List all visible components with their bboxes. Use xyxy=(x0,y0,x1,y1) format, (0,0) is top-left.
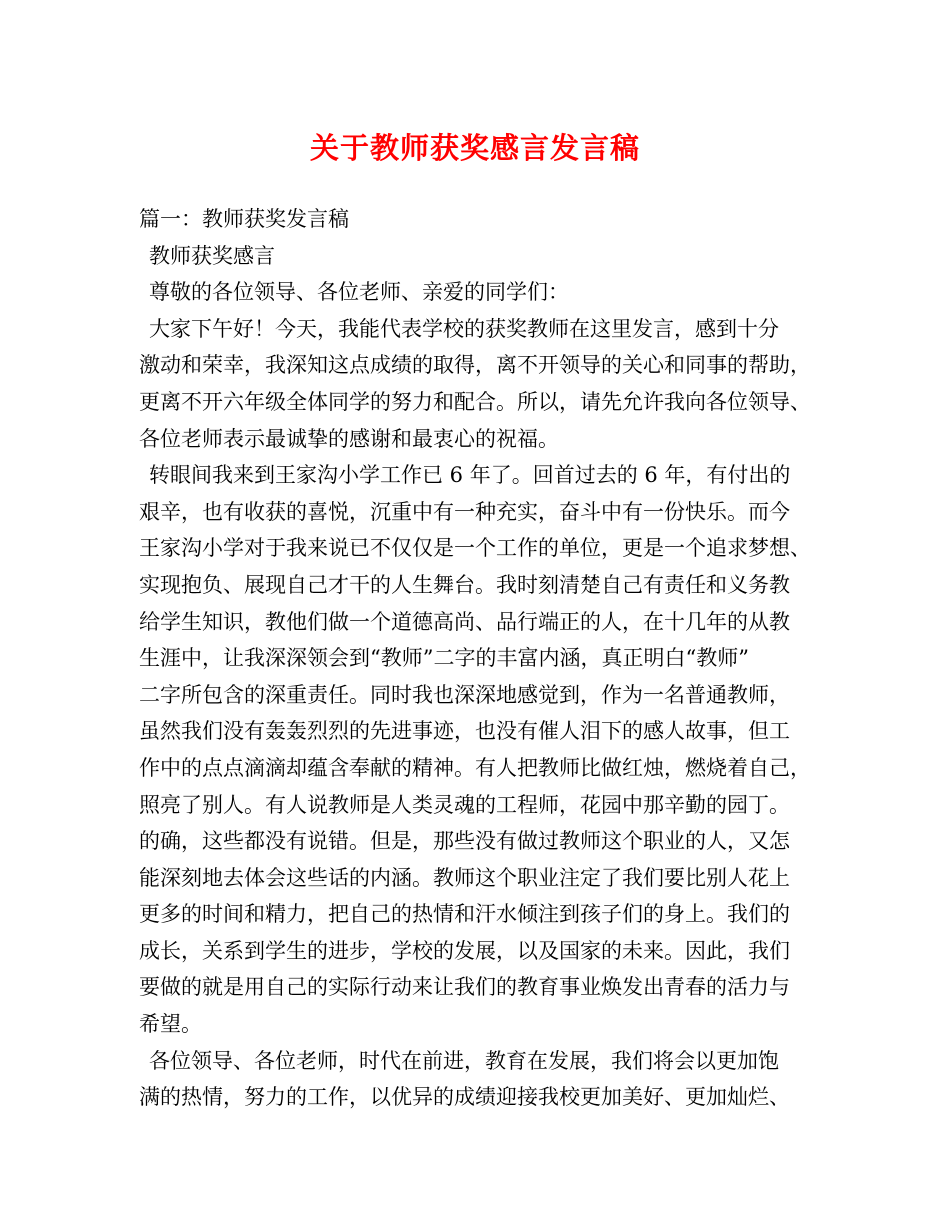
text-line: 要做的就是用自己的实际行动来让我们的教育事业焕发出青春的活力与 xyxy=(139,975,790,1000)
text-line: 满的热情，努力的工作，以优异的成绩迎接我校更加美好、更加灿烂、 xyxy=(139,1085,790,1110)
text-line: 更离不开六年级全体同学的努力和配合。所以，请先允许我向各位领导、 xyxy=(139,389,811,414)
text-line: 希望。 xyxy=(139,1012,202,1037)
text-line: 转眼间我来到王家沟小学工作已 6 年了。回首过去的 6 年，有付出的 xyxy=(149,463,791,488)
text-line: 大家下午好！今天，我能代表学校的获奖教师在这里发言，感到十分 xyxy=(149,316,779,341)
text-line: 虽然我们没有轰轰烈烈的先进事迹，也没有催人泪下的感人故事，但工 xyxy=(139,719,790,744)
text-line: 王家沟小学对于我来说已不仅仅是一个工作的单位，更是一个追求梦想、 xyxy=(139,536,811,561)
text-line: 二字所包含的深重责任。同时我也深深地感觉到，作为一名普通教师， xyxy=(139,682,790,707)
text-line: 各位老师表示最诚挚的感谢和最衷心的祝福。 xyxy=(139,426,559,451)
text-line: 给学生知识，教他们做一个道德高尚、品行端正的人，在十几年的从教 xyxy=(139,609,790,634)
text-line: 教师获奖感言 xyxy=(149,243,275,268)
text-line: 实现抱负、展现自己才干的人生舞台。我时刻清楚自己有责任和义务教 xyxy=(139,572,790,597)
text-line: 篇一：教师获奖发言稿 xyxy=(139,207,349,231)
text-line: 的确，这些都没有说错。但是，那些没有做过教师这个职业的人，又怎 xyxy=(139,829,790,854)
text-line: 生涯中，让我深深领会到“教师”二字的丰富内涵，真正明白“教师” xyxy=(139,646,749,671)
text-line: 作中的点点滴滴却蕴含奉献的精神。有人把教师比做红烛，燃烧着自己， xyxy=(139,755,811,780)
text-line: 成长，关系到学生的进步，学校的发展，以及国家的未来。因此，我们 xyxy=(139,938,790,963)
text-line: 照亮了别人。有人说教师是人类灵魂的工程师，花园中那辛勤的园丁。 xyxy=(139,792,790,817)
text-line: 艰辛，也有收获的喜悦，沉重中有一种充实，奋斗中有一份快乐。而今 xyxy=(139,499,790,524)
text-line: 尊敬的各位领导、各位老师、亲爱的同学们： xyxy=(149,280,569,305)
document-body xyxy=(139,201,829,1116)
text-line: 更多的时间和精力，把自己的热情和汗水倾注到孩子们的身上。我们的 xyxy=(139,902,790,927)
document-title: 关于教师获奖感言发言稿 xyxy=(309,131,640,165)
text-line: 激动和荣幸，我深知这点成绩的取得，离不开领导的关心和同事的帮助， xyxy=(139,353,811,378)
text-line: 能深刻地去体会这些话的内涵。教师这个职业注定了我们要比别人花上 xyxy=(139,865,790,890)
text-line: 各位领导、各位老师，时代在前进，教育在发展，我们将会以更加饱 xyxy=(149,1048,779,1073)
